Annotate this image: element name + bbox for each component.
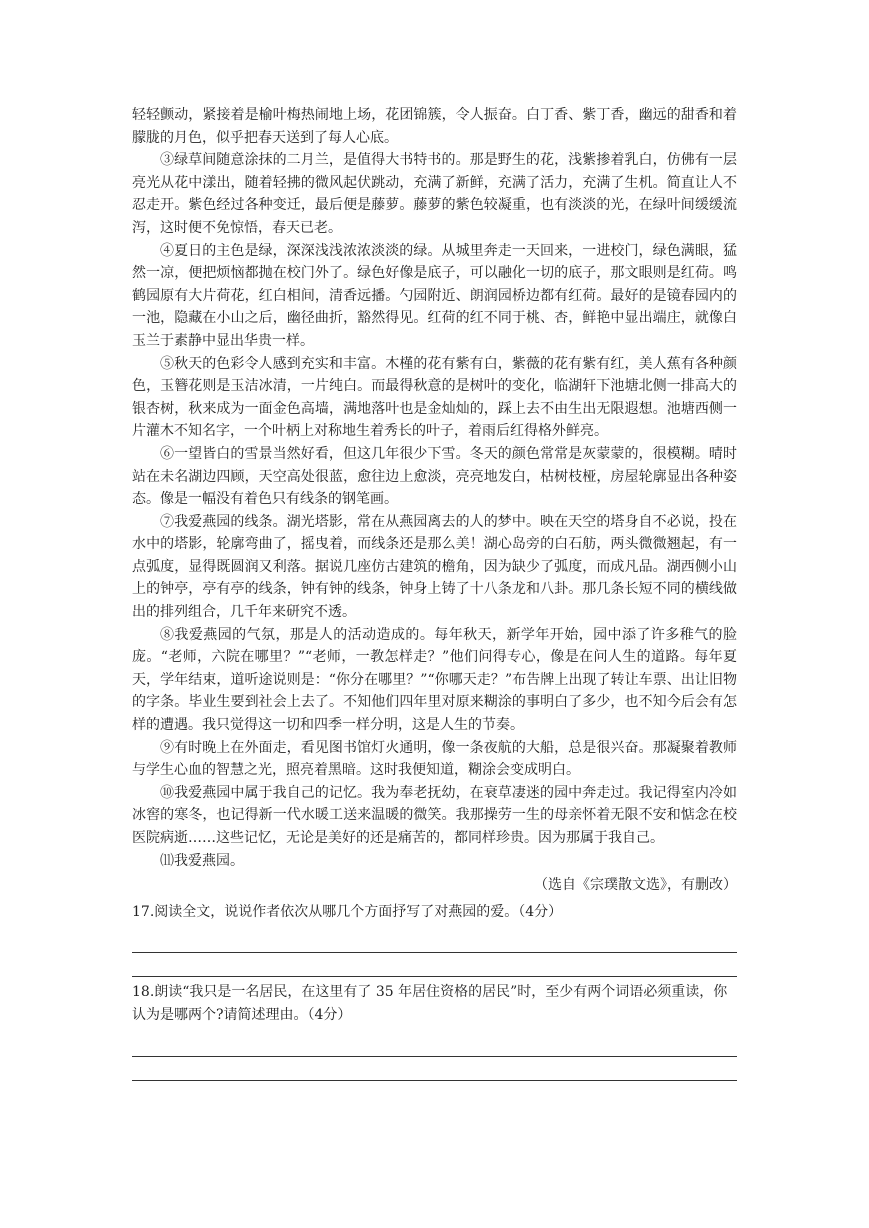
answer-line[interactable] xyxy=(132,953,737,977)
paragraph-7: ⑦我爱燕园的线条。湖光塔影，常在从燕园离去的人的梦中。映在天空的塔身自不必说，投在水中的塔影，轮廓弯曲了，摇曳着，而线条还是那么美！湖心岛旁的白石舫，两头微微翘起，有一点弧度，显得既圆润又利落。据说几座仿古建筑的檐角，因为缺少了弧度，而成凡品。湖西侧小山上的钟亭，亭有亭的线条，钟有钟的线条，钟身上铸了十八条龙和八卦。那几条长短不同的横线做出的排列组合，几千年来研究不透。 xyxy=(132,513,737,621)
answer-line[interactable] xyxy=(132,1057,737,1081)
paragraph-6: ⑥一望皆白的雪景当然好看，但这几年很少下雪。冬天的颜色常常是灰蒙蒙的，很模糊。晴时站在未名湖边四顾，天空高处很蓝，愈往边上愈淡，亮亮地发白，枯树枝桠，房屋轮廓显出各种姿态。像是一幅没有着色只有线条的钢笔画。 xyxy=(132,445,737,508)
answer-area-18[interactable] xyxy=(132,1033,737,1081)
question-18: 18.朗读“我只是一名居民，在这里有了 35 年居住资格的居民”时，至少有两个词语必须重读，你认为是哪两个?请简述理由。（4分） xyxy=(132,984,728,1023)
paragraph-5: ⑤秋天的色彩令人感到充实和丰富。木槿的花有紫有白，紫薇的花有紫有红，美人蕉有各种颜色，玉簪花则是玉洁冰清，一片纯白。而最得秋意的是树叶的变化，临湖轩下池塘北侧一排高大的银杏树，秋来成为一面金色高墙，满地落叶也是金灿灿的，踩上去不由生出无限遐想。池塘西侧一片灌木不知名字，一个叶柄上对称地生着秀长的叶子，着雨后红得格外鲜亮。 xyxy=(132,355,737,440)
paragraph-8: ⑧我爱燕园的气氛，那是人的活动造成的。每年秋天，新学年开始，园中添了许多稚气的脸庞。“老师，六院在哪里？”“老师，一教怎样走？”他们问得专心，像是在问人生的道路。每年夏天，学年结束，道听途说则是：“你分在哪里？”“你哪天走？”布告牌上出现了转让车票、出让旧物的字条。毕业生要到社会上去了。不知他们四年里对原来糊涂的事明白了多少，也不知今后会有怎样的遭遇。我只觉得这一切和四季一样分明，这是人生的节奏。 xyxy=(132,626,737,734)
question-17: 17.阅读全文，说说作者依次从哪几个方面抒写了对燕园的爱。（4分） xyxy=(132,903,563,920)
answer-line[interactable] xyxy=(132,929,737,953)
answer-line[interactable] xyxy=(132,1033,737,1057)
paragraph-11: ⑾我爱燕园。 xyxy=(160,852,244,869)
answer-area-17[interactable] xyxy=(132,929,737,977)
paragraph-2-continued: 轻轻颤动，紧接着是榆叶梅热闹地上场，花团锦簇，令人振奋。白丁香、紫丁香，幽远的甜香和着朦胧的月色，似乎把春天送到了每人心底。 xyxy=(132,107,737,146)
source-citation: （选自《宗璞散文选》，有删改） xyxy=(534,877,737,894)
paragraph-10: ⑩我爱燕园中属于我自己的记忆。我为奉老抚幼，在衰草凄迷的园中奔走过。我记得室内冷如冰窖的寒冬，也记得新一代水暖工送来温暖的微笑。我那操劳一生的母亲怀着无限不安和惦念在校医院病逝……这些记忆，无论是美好的还是痛苦的，都同样珍贵。因为那属于我自己。 xyxy=(132,784,737,846)
paragraph-3: ③绿草间随意涂抹的二月兰，是值得大书特书的。那是野生的花，浅紫掺着乳白，仿佛有一层亮光从花中漾出，随着轻拂的微风起伏跳动，充满了新鲜，充满了活力，充满了生机。简直让人不忍走开。紫色经过各种变迁，最后便是藤萝。藤萝的紫色较凝重，也有淡淡的光，在绿叶间缓缓流泻，这时便不免惊悟，春天已老。 xyxy=(132,152,737,236)
paragraph-9: ⑨有时晚上在外面走，看见图书馆灯火通明，像一条夜航的大船，总是很兴奋。那凝聚着教师与学生心血的智慧之光，照亮着黑暗。这时我便知道，糊涂会变成明白。 xyxy=(132,739,737,779)
document-page xyxy=(132,104,737,1081)
paragraph-4: ④夏日的主色是绿，深深浅浅浓浓淡淡的绿。从城里奔走一天回来，一进校门，绿色满眼，猛然一凉，便把烦恼都抛在校门外了。绿色好像是底子，可以融化一切的底子，那文眼则是红荷。鸣鹤园原有大片荷花，红白相间，清香远播。勺园附近、朗润园桥边都有红荷。最好的是镜春园内的一池，隐藏在小山之后，幽径曲折，豁然得见。红荷的红不同于桃、杏，鲜艳中显出端庄，就像白玉兰于素静中显出华贵一样。 xyxy=(132,242,737,349)
